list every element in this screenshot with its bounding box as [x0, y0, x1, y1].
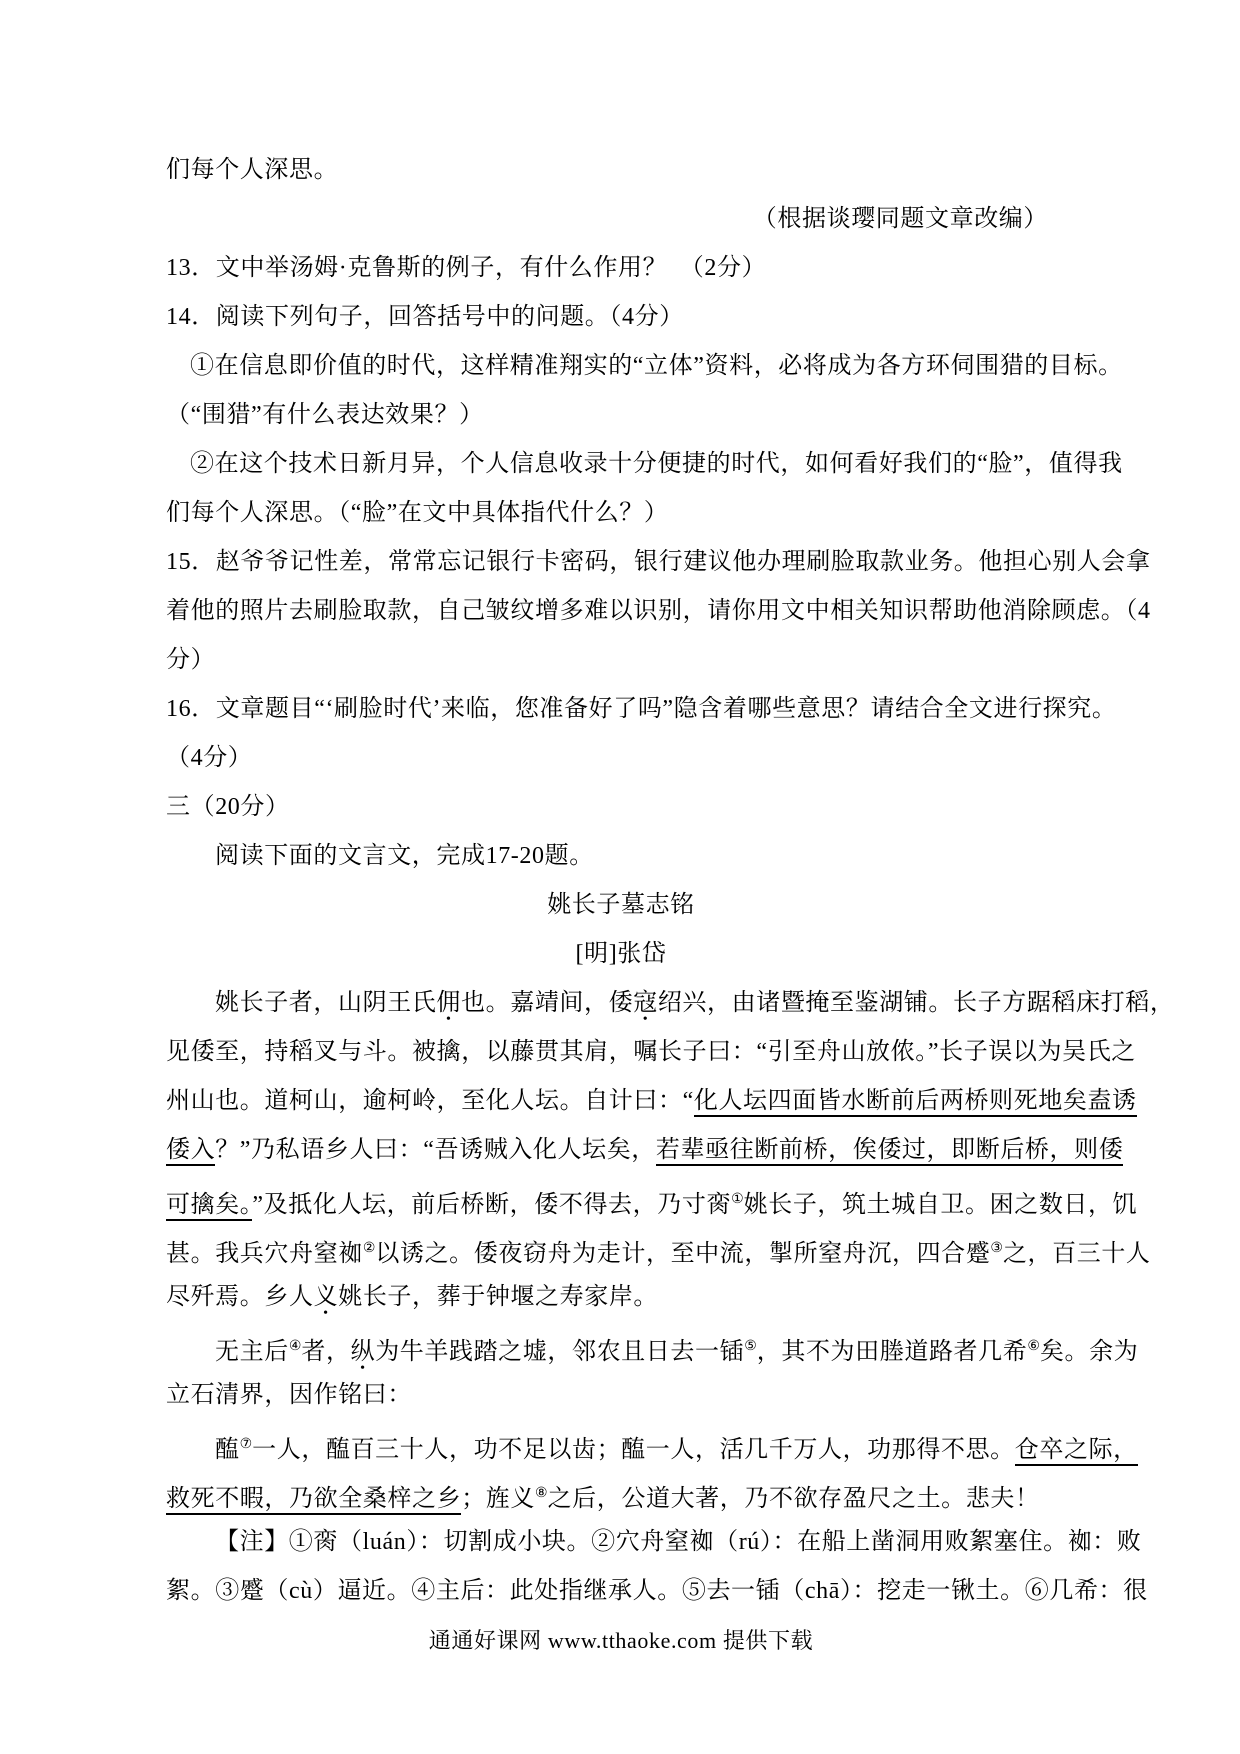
- question-16-line-1: [166, 685, 1117, 734]
- text-segment: 们每个人深思。（“脸”在文中具体指代什么？）: [166, 500, 669, 526]
- text-segment: 姚长子者，山阴王氏: [215, 990, 437, 1016]
- notes-line-1: [166, 1518, 1142, 1567]
- text-segment: 立石清界，因作铭曰：: [166, 1382, 412, 1408]
- text-segment: ；旌义: [461, 1486, 536, 1512]
- note-reference-superscript: ⑦: [239, 1437, 253, 1452]
- underlined-text: 倭入: [166, 1137, 215, 1166]
- passage-line-1: [166, 979, 1175, 1028]
- question-14-sentence-1: [166, 342, 1123, 391]
- passage-line-3: [166, 1077, 1137, 1126]
- notes-line-2: [166, 1567, 1148, 1616]
- question-14-sentence-2-cont: [166, 489, 1076, 538]
- passage-line-7: [166, 1273, 1076, 1322]
- underlined-text: 仓卒之际，: [1015, 1437, 1138, 1466]
- text-segment: 13．文中举汤姆·克鲁斯的例子，有什么作用？ （2分）: [166, 255, 767, 281]
- text-segment: ①在信息即价值的时代，这样精准翔实的“立体”资料，必将成为各方环伺围猎的目标。: [190, 353, 1123, 379]
- text-segment: 三（20分）: [166, 794, 290, 820]
- passage-line-9: [166, 1371, 1076, 1420]
- text-segment: ②在这个技术日新月异，个人信息收录十分便捷的时代，如何看好我们的“脸”，值得我: [190, 451, 1123, 477]
- emphasis-dot-char: 佣: [436, 990, 462, 1016]
- underlined-text: 化人坛四面皆水断前后两桥则死地矣盍诱: [694, 1088, 1137, 1117]
- text-segment: 15．赵爷爷记性差，常常忘记银行卡密码，银行建议他办理刷脸取款业务。他担心别人会拿: [166, 549, 1151, 575]
- text-segment: 州山也。道柯山，逾柯岭，至化人坛。自计曰：“: [166, 1088, 694, 1114]
- passage-author: [166, 930, 1076, 979]
- text-segment: 之后，公道大著，乃不欲存盈尺之土。悲夫！: [547, 1486, 1040, 1512]
- attribution-line: [166, 195, 1076, 244]
- note-reference-superscript: ④: [288, 1339, 302, 1354]
- text-segment: 为牛羊践踏之墟，邻农且日去一锸: [375, 1339, 745, 1365]
- note-reference-superscript: ⑥: [1027, 1339, 1040, 1354]
- text-segment: 16．文章题目“‘刷脸时代’来临，您准备好了吗”隐含着哪些意思？请结合全文进行探究。: [166, 696, 1117, 722]
- text-segment: 姚长子墓志铭: [547, 892, 695, 918]
- text-segment: 姚长子，葬于钟堰之寿家岸。: [338, 1284, 659, 1310]
- text-segment: 通通好课网 www.tthaoke.com 提供下载: [428, 1628, 814, 1653]
- question-14: [166, 293, 1076, 342]
- text-segment: 着他的照片去刷脸取款，自己皱纹增多难以识别，请你用文中相关知识帮助他消除顾虑。（4: [166, 598, 1151, 624]
- text-segment: （4分）: [166, 745, 253, 771]
- text-segment: 以诱之。倭夜窃舟为走计，至中流，掣所窒舟沉，四合蹙: [375, 1241, 991, 1267]
- question-14-sentence-2: [166, 440, 1123, 489]
- underlined-text: 可擒矣。: [166, 1192, 252, 1221]
- text-segment: [明]张岱: [575, 941, 667, 967]
- question-14-sentence-1-prompt: [166, 391, 1076, 440]
- emphasis-dot-char: 寇: [633, 990, 658, 1016]
- text-segment: 絮。③蹙（cù）逼近。④主后：此处指继承人。⑤去一锸（chā）：挖走一锹土。⑥几希：很: [166, 1578, 1148, 1604]
- underlined-text: 若辈亟往断前桥，俟倭过，即断后桥，则倭: [656, 1137, 1123, 1166]
- text-segment: （根据谈璎同题文章改编）: [752, 206, 1048, 232]
- section-three-header: [166, 783, 1076, 832]
- text-segment: 醢: [215, 1437, 240, 1463]
- text-segment: 14．阅读下列句子，回答括号中的问题。（4分）: [166, 304, 684, 330]
- text-segment: 甚。我兵穴舟窒袽: [166, 1241, 363, 1267]
- text-segment: 姚长子，筑土城自卫。困之数日，饥: [743, 1192, 1138, 1218]
- passage-line-6: [166, 1224, 1151, 1273]
- passage-line-11: [166, 1469, 1076, 1518]
- text-segment: 【注】①脔（luán）：切割成小块。②穴舟窒袽（rú）：在船上凿洞用败絮塞住。袽：败: [215, 1529, 1142, 1555]
- underlined-text: 救死不暇，乃欲全桑梓之乡: [166, 1486, 461, 1515]
- text-segment: 之，百三十人: [1002, 1241, 1151, 1267]
- site-footer: [166, 1616, 1076, 1665]
- passage-line-5: [166, 1175, 1138, 1224]
- text-segment: ？”乃私语乡人曰：“吾诱贼入化人坛矣，: [215, 1137, 656, 1163]
- text-segment: 们每个人深思。: [166, 157, 339, 183]
- question-13: [166, 244, 1076, 293]
- question-15-line-1: [166, 538, 1151, 587]
- text-segment: 矣。余为: [1039, 1339, 1139, 1365]
- question-15-line-2: [166, 587, 1151, 636]
- text-segment: 也。嘉靖间，倭: [461, 990, 634, 1016]
- note-reference-superscript: ⑧: [535, 1486, 548, 1501]
- passage-title: [166, 881, 1076, 930]
- text-segment: ，其不为田塍道路者几希: [756, 1339, 1028, 1365]
- text-segment: 绍兴，由诸暨掩至鉴湖铺。长子方踞稻床打稻，: [657, 990, 1175, 1016]
- text-segment: 一人，醢百三十人，功不足以齿；醢一人，活几千万人，功那得不思。: [252, 1437, 1015, 1463]
- text-segment: 尽歼焉。乡人: [166, 1284, 314, 1310]
- passage-line-4: [166, 1126, 1124, 1175]
- paragraph-closing-line: [166, 146, 1076, 195]
- note-reference-superscript: ②: [362, 1241, 376, 1256]
- text-segment: 阅读下面的文言文，完成17-20题。: [215, 843, 594, 869]
- document-body: [166, 146, 1175, 1665]
- text-segment: 见倭至，持稻叉与斗。被擒，以藤贯其肩，嘱长子曰：“引至舟山放侬。”长子误以为吴氏之: [166, 1039, 1136, 1065]
- text-segment: 分）: [166, 647, 216, 673]
- passage-instruction: [166, 832, 1076, 881]
- text-segment: ”及抵化人坛，前后桥断，倭不得去，乃寸脔: [252, 1192, 732, 1218]
- emphasis-dot-char: 义: [313, 1284, 339, 1310]
- note-reference-superscript: ⑤: [744, 1339, 757, 1354]
- note-reference-superscript: ③: [990, 1241, 1003, 1256]
- text-segment: 无主后: [215, 1339, 289, 1365]
- passage-line-10: [166, 1420, 1138, 1469]
- emphasis-dot-char: 纵: [350, 1339, 376, 1365]
- passage-line-8: [166, 1322, 1139, 1371]
- note-reference-superscript: ①: [731, 1192, 744, 1207]
- question-15-line-3: [166, 636, 1076, 685]
- passage-line-2: [166, 1028, 1136, 1077]
- question-16-line-2: [166, 734, 1076, 783]
- text-segment: 者，: [301, 1339, 351, 1365]
- text-segment: （“围猎”有什么表达效果？）: [166, 402, 484, 428]
